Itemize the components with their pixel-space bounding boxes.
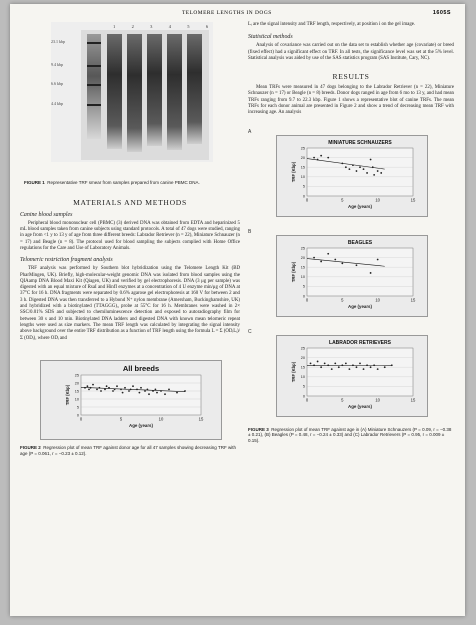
fig2-data-point [128,390,130,392]
fig3c-ytick-label: 20 [300,355,305,360]
fig2-data-point [92,384,94,386]
fig3b-ylabel: TRF (Kbp) [291,261,296,282]
panel-letter-c: C [248,328,252,335]
fig3c-xtick-label: 10 [375,397,381,403]
fig3c-data-point [363,368,365,370]
panel-letter-b: B [248,228,252,235]
fig3b-xtick-label: 15 [410,297,416,303]
kbp-label-2: 9.4 kbp [51,62,63,67]
fig2-xtick-label: 10 [158,416,164,422]
section-heading-results: RESULTS [332,72,370,82]
fig2-ytick-label: 15 [74,389,79,394]
fig3c-data-point [384,366,386,368]
fig2-data-point [136,388,138,390]
fig3a-xtick-label: 5 [341,197,344,203]
fig3b-ytick-label: 15 [300,265,305,270]
fig3c-ytick-label: 25 [300,345,305,350]
fig3b-data-point [320,260,322,262]
fig3c-data-point [320,366,322,368]
fig2-data-point [84,387,86,389]
fig3b-data-point [341,262,343,264]
fig2-data-point [168,388,170,390]
fig2-data-point [88,388,90,390]
fig3c-data-point [338,366,340,368]
fig3a-data-point [317,158,319,160]
section-heading-methods: MATERIALS AND METHODS [73,197,187,207]
figure1-gel-image [51,22,216,162]
kbp-label-4: 4.4 kbp [51,101,63,106]
figure3a-chart-box [276,135,428,217]
figure3-caption [248,427,454,444]
fig3a-xtick-label: 0 [305,197,309,203]
fig2-data-point [108,387,110,389]
fig2-xtick-label: 5 [119,416,123,422]
fig3b-ytick-label: 20 [300,255,305,260]
figure2-caption [20,445,240,457]
fig2-data-point [112,390,114,392]
fig3c-data-point [334,362,336,364]
fig3c-data-point [366,364,368,366]
page-number: 1605S [432,10,451,16]
fig3c-data-point [341,364,343,366]
fig3b-data-point [377,258,379,260]
fig3a-data-point [352,164,354,166]
fig3a-data-point [320,154,322,156]
fig3a-data-point [363,168,365,170]
fig3c-ytick-label: 5 [302,384,305,389]
fig3b-data-point [327,253,329,255]
fig3b-data-point [370,272,372,274]
fig3a-ytick-label: 5 [302,184,305,189]
subheading-trf-analysis: Telomeric restriction fragment analysis [20,257,113,264]
fig3b-data-point [356,264,358,266]
fig2-data-point [147,388,149,390]
fig3a-data-point [313,156,315,158]
fig3c-xtick-label: 5 [341,397,344,403]
fig3a-data-point [341,162,343,164]
fig3c-ylabel: TRF (Kbp) [291,361,296,382]
fig3a-data-point [370,158,372,160]
fig3c-xtick-label: 0 [305,397,309,403]
fig3a-data-point [373,174,375,176]
fig2-data-point [122,392,124,394]
fig2-data-point [184,390,186,392]
fig3c-data-point [317,360,319,362]
fig3b-ytick-label: 25 [300,245,305,250]
subheading-statistics: Statistical methods [248,34,293,41]
fig3c-data-point [370,366,372,368]
fig2-data-point [96,388,98,390]
fig3b-xtick-label: 0 [305,297,309,303]
fig3b-plot-area [307,248,413,296]
fig3c-data-point [359,362,361,364]
figure3b-chart-box [276,235,428,317]
fig2-data-point [176,392,178,394]
kbp-label-1: 23.1 kbp [51,39,65,44]
fig2-ytick-label: 0 [76,413,79,418]
gel-lane-labels: 1 2 3 4 5 6 [113,24,216,29]
fig3a-data-point [372,166,374,168]
fig2-data-point [124,387,126,389]
fig3a-ytick-label: 15 [300,165,305,170]
fig2-data-point [160,390,162,392]
fig2-title: All breeds [122,363,160,373]
figure3c-chart [277,336,427,416]
fig3a-title: MINIATURE SCHNAUZERS [328,139,392,146]
figure2-chart-box [40,360,222,440]
para-results: Mean TRFs were measured in 47 dogs belonging to the Labrador Retriever (n = 22), Miniature Schnauzer (n = 17) or Beagle (n = 8) breeds. Donor dogs ranged in age from 6 mo to 13 y, and had mean TRFs ranging from 9.7 to 22.3 kbp. Figure 1 shows a representative blot of canine TRFs. The mean TRFs for each donor animal are presented in Figure 2 and show a trend of decreasing mean TRF with increasing age. An analysis [248,85,454,116]
fig3c-ytick-label: 15 [300,365,305,370]
fig2-xlabel: Age (years) [129,422,153,428]
fig3c-data-point [377,368,379,370]
figure2-chart [41,361,221,439]
fig3c-data-point [324,362,326,364]
journal-page [10,4,465,616]
para-trf-analysis: TRF analysis was performed by Southern blot hybridization using the Telomere Length Kit (BD PharMingen, UK). Briefly, high-molecular-weight genomic DNA was isolated from blood samples using the QIAamp DNA Blood Maxi Kit (Qiagen, UK) and verified by gel electrophoresis. DNA (3 μg per sample) was digested with an equal mixture of RsaI and HinfI enzymes at a concentration of 4 U enzyme min/μg of DNA at 37°C for 16 h. DNA fragments were separated by 0.6% agarose gel electrophoresis at 160 V for between 2 and 3 h. Digested DNA was then transferred to a Hybond N⁺ nylon membrane (Amersham, Buckinghamshire, UK) and hybridized with a biotinylated (TTAGGG)₃ probe at 55°C for 16 h. Membranes were washed in 2× SSC/0.01% SDS and subjected to chemiluminescence detection and exposed to autoradiography film for between 30 s and 10 min. Biotinylated DNA ladders and digested DNA with known mean telomeric repeat lengths were used as size markers. The mean TRF length was calculated by integrating the signal intensity above background over the entire TRF distribution as a function of TRF length using the formula L = Σ (ODᵢLᵢ)/Σ (ODᵢ), where ODᵢ and [20,266,240,341]
fig2-ytick-label: 25 [74,373,79,378]
fig3b-data-point [313,256,315,258]
fig3c-xtick-label: 15 [410,397,416,403]
fig3a-xtick-label: 15 [410,197,416,203]
figure1-caption [24,180,236,186]
gel-blot [51,22,213,162]
fig3a-ytick-label: 20 [300,155,305,160]
fig3a-data-point [359,166,361,168]
fig3a-plot-area [307,148,413,196]
fig2-data-point [87,385,89,387]
fig2-ytick-label: 20 [74,381,79,386]
fig2-data-point [139,392,141,394]
fig2-data-point [106,385,108,387]
fig3c-data-point [345,362,347,364]
fig2-data-point [144,390,146,392]
fig3b-ytick-label: 0 [302,293,305,298]
fig2-ytick-label: 5 [76,405,79,410]
fig3a-data-point [380,172,382,174]
fig3c-data-point [310,362,312,364]
fig3c-title: LABRADOR RETRIEVERS [329,339,391,346]
fig3a-data-point [349,168,351,170]
running-head-title: TELOMERE LENGTHS IN DOGS [182,10,272,16]
fig2-ylabel: TRF (Kbp) [65,384,70,405]
panel-letter-a: A [248,128,252,135]
fig2-data-point [148,393,150,395]
fig3c-data-point [352,364,354,366]
fig2-data-point [90,387,92,389]
fig3a-xlabel: Age (years) [348,203,372,209]
fig3c-data-point [313,364,315,366]
fig2-data-point [164,393,166,395]
fig2-data-point [156,392,158,394]
fig3a-data-point [327,156,329,158]
fig2-data-point [130,388,132,390]
fig2-ytick-label: 10 [74,397,79,402]
fig3b-xlabel: Age (years) [348,303,372,309]
fig3a-ylabel: TRF (Kbp) [291,161,296,182]
gel-lane-5 [187,34,202,144]
kbp-label-3: 6.6 kbp [51,81,63,86]
gel-lane-1 [107,34,122,149]
fig3a-xtick-label: 10 [375,197,381,203]
fig3b-data-point [334,258,336,260]
fig3c-xlabel: Age (years) [348,403,372,409]
fig3a-data-point [345,166,347,168]
left-column [20,22,240,456]
fig2-data-point [104,388,106,390]
para-formula-continued: Lᵢ are the signal intensity and TRF length, respectively, at position i on the gel image. [248,22,416,27]
figure3-caption-text: Regression plot of mean TRF against age in (A) Miniature Schnauzers (P = 0.09, r = −0.38 ± 0.21), (B) Beagles (P = 0.48, r = −0.24 ± 0.33) and (C) Labrador Retrievers (P = 0.95, r = 0.009 ± 0.15). [248,426,452,444]
fig3c-data-point [327,364,329,366]
fig2-xtick-label: 0 [79,416,83,422]
figure2-caption-text: Regression plot of mean TRF against donor age for all 47 samples showing decreasing TRF with age (P = 0.061, r = −0.23 ± 0.12). [20,444,236,456]
fig2-data-point [99,387,101,389]
fig3a-ytick-label: 10 [300,174,305,179]
figure3-label: FIGURE 3 [248,426,269,432]
fig2-data-point [155,388,157,390]
fig3a-data-point [356,170,358,172]
fig3a-ytick-label: 0 [302,193,305,198]
fig3b-xtick-label: 10 [375,297,381,303]
fig2-plot-area [81,375,201,415]
figure3a-chart [277,136,427,216]
fig3c-data-point [356,366,358,368]
fig3c-ytick-label: 10 [300,374,305,379]
fig3a-data-point [366,172,368,174]
fig3c-data-point [349,368,351,370]
fig3a-ytick-label: 25 [300,145,305,150]
fig3c-data-point [373,364,375,366]
fig2-data-point [100,390,102,392]
figure1-label: FIGURE 1 [24,180,45,185]
figure1-caption-text: Representative TRF smear from samples prepared from canine PBMC DNA. [47,180,200,185]
figure2-label: FIGURE 2 [20,444,41,450]
fig3c-ytick-label: 0 [302,393,305,398]
fig3a-data-point [377,170,379,172]
gel-lane-4 [167,34,182,150]
gel-lane-3 [147,34,162,146]
para-blood-samples: Peripheral blood mononuclear cell (PBMC) (3) derived DNA was obtained from EDTA and heparinized 5 mL blood samples taken from canine subjects using standard protocols. A total of 47 dogs were studied, ranging in age from <1 y to 13 y of age from three different breeds: Labrador Retriever (n = 22), Miniature Schnauzer (n = 17) and Beagle (n = 8). The protocol used for blood sampling the subjects complied with Home Office regulations for the Care and Use of Laboratory Animals. [20,220,240,251]
figure3-panels [248,129,454,417]
fig3b-ytick-label: 10 [300,274,305,279]
fig3b-title: BEAGLES [347,239,373,246]
fig3c-data-point [391,364,393,366]
figure3c-chart-box [276,335,428,417]
fig2-data-point [120,388,122,390]
gel-lane-2 [127,34,142,152]
fig2-data-point [132,385,134,387]
para-statistics: Analysis of covariance was carried out on the data set to establish whether age (covariate) or breed (fixed effect) had a significant effect on TRF. In all tests, the significance level was set at the 5% level. Statistical analysis was aided by use of the SAS statistics program (SAS Institute, Cary, NC). [248,43,454,61]
fig3c-data-point [331,368,333,370]
subheading-blood-samples: Canine blood samples [20,211,73,218]
right-column [248,22,454,444]
fig2-data-point [116,385,118,387]
fig3b-xtick-label: 5 [341,297,344,303]
fig2-xtick-label: 15 [198,416,204,422]
fig2-data-point [114,388,116,390]
fig3c-plot-area [307,348,413,396]
gel-lane-ladder [87,34,101,139]
figure3b-chart [277,236,427,316]
fig3b-ytick-label: 5 [302,284,305,289]
fig2-data-point [140,387,142,389]
fig2-data-point [152,390,154,392]
